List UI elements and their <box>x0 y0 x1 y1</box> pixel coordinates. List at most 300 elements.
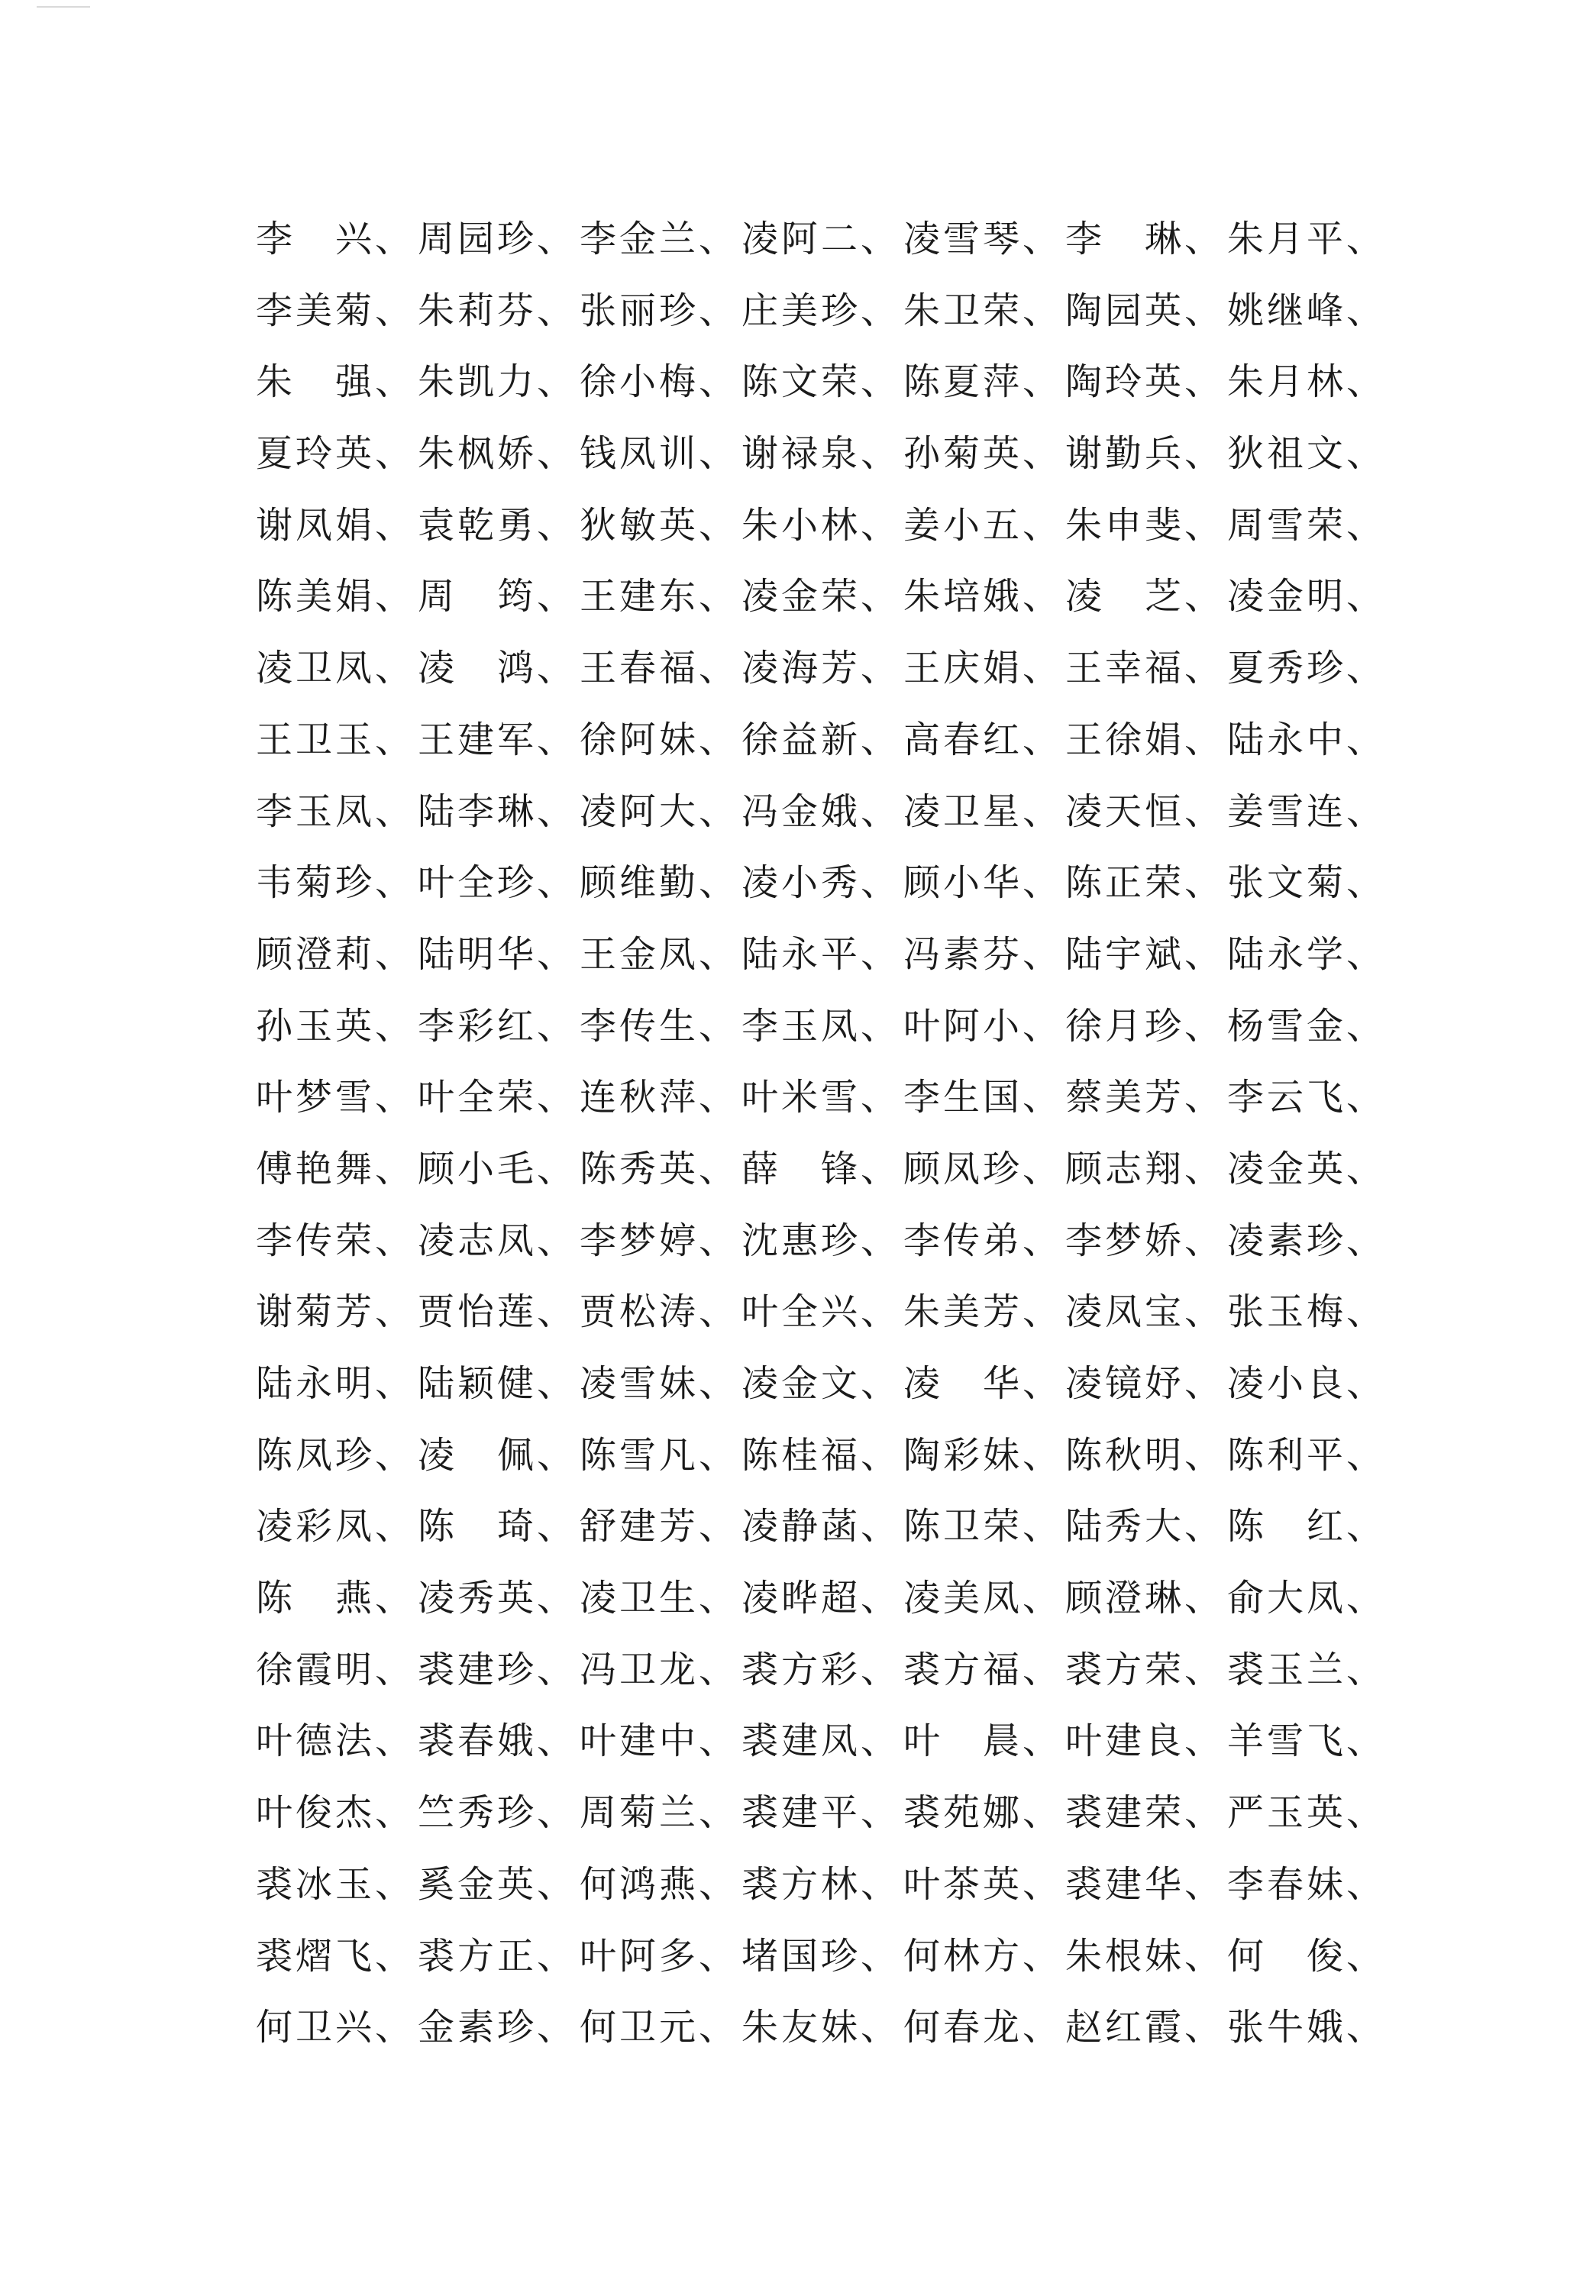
separator-mark: 、 <box>1022 1147 1059 1190</box>
person-name: 李传荣 <box>256 1219 372 1262</box>
separator-mark: 、 <box>1022 2006 1059 2049</box>
person-name: 李梦婷 <box>580 1219 696 1262</box>
separator-mark: 、 <box>698 1720 735 1763</box>
separator-mark: 、 <box>698 575 735 618</box>
person-name: 何春龙 <box>903 2006 1019 2049</box>
person-name: 裘建平 <box>741 1791 858 1835</box>
separator-mark: 、 <box>374 1720 412 1763</box>
name-entry <box>741 1074 903 1120</box>
person-name: 李生国 <box>903 1076 1019 1119</box>
person-name: 凌卫星 <box>903 790 1019 833</box>
separator-mark: 、 <box>536 503 573 547</box>
separator-mark: 、 <box>374 790 412 833</box>
name-entry <box>418 860 580 906</box>
name-entry <box>256 216 418 262</box>
separator-mark: 、 <box>860 861 897 905</box>
separator-mark: 、 <box>536 932 573 976</box>
name-entry <box>1227 1862 1389 1907</box>
person-name: 陆永中 <box>1227 718 1343 761</box>
separator-mark: 、 <box>1022 575 1059 618</box>
name-entry <box>741 1933 903 1979</box>
person-name: 陆颖健 <box>418 1362 534 1405</box>
separator-mark: 、 <box>1346 718 1383 761</box>
separator-mark: 、 <box>1022 1862 1059 1906</box>
person-name: 袁乾勇 <box>418 503 534 547</box>
name-entry <box>256 288 418 334</box>
separator-mark: 、 <box>536 575 573 618</box>
person-name: 张文菊 <box>1227 861 1343 905</box>
separator-mark: 、 <box>374 575 412 618</box>
name-entry <box>903 1862 1065 1907</box>
separator-mark: 、 <box>536 1505 573 1548</box>
person-name: 凌美凤 <box>903 1577 1019 1620</box>
person-name: 杨雪金 <box>1227 1004 1343 1048</box>
name-entry <box>256 1003 418 1049</box>
name-entry <box>903 1647 1065 1693</box>
separator-mark: 、 <box>1346 432 1383 476</box>
name-entry <box>580 1503 741 1549</box>
name-entry <box>1065 932 1227 977</box>
separator-mark: 、 <box>536 861 573 905</box>
person-name: 何 俊 <box>1227 1934 1343 1978</box>
name-entry <box>1065 1074 1227 1120</box>
person-name: 狄敏英 <box>580 503 696 547</box>
person-name: 顾澄莉 <box>256 932 372 976</box>
person-name: 凌金英 <box>1227 1147 1343 1190</box>
separator-mark: 、 <box>860 503 897 547</box>
person-name: 冯素芬 <box>903 932 1019 976</box>
separator-mark: 、 <box>698 1219 735 1262</box>
separator-mark: 、 <box>1022 1219 1059 1262</box>
name-entry <box>1065 1218 1227 1264</box>
separator-mark: 、 <box>374 1648 412 1691</box>
name-entry <box>1227 431 1389 476</box>
person-name: 王徐娟 <box>1065 718 1181 761</box>
separator-mark: 、 <box>374 1791 412 1835</box>
separator-mark: 、 <box>374 718 412 761</box>
name-entry <box>580 1361 741 1406</box>
name-entry <box>418 1575 580 1621</box>
separator-mark: 、 <box>1022 1577 1059 1620</box>
separator-mark: 、 <box>1184 1362 1221 1405</box>
separator-mark: 、 <box>374 647 412 690</box>
person-name: 李梦娇 <box>1065 1219 1181 1262</box>
name-entry <box>903 573 1065 619</box>
separator-mark: 、 <box>698 1076 735 1119</box>
name-entry <box>580 573 741 619</box>
name-entry <box>1065 860 1227 906</box>
person-name: 陈 红 <box>1227 1505 1343 1548</box>
person-name: 凌卫凤 <box>256 647 372 690</box>
person-name: 夏玲英 <box>256 432 372 476</box>
name-entry <box>1227 1933 1389 1979</box>
separator-mark: 、 <box>698 932 735 976</box>
separator-mark: 、 <box>698 360 735 404</box>
name-entry <box>903 1146 1065 1192</box>
person-name: 凌彩凤 <box>256 1505 372 1548</box>
name-entry <box>741 932 903 977</box>
person-name: 凌 鸿 <box>418 647 534 690</box>
person-name: 徐小梅 <box>580 360 696 404</box>
separator-mark: 、 <box>1022 932 1059 976</box>
separator-mark: 、 <box>1022 1648 1059 1691</box>
name-entry <box>1227 502 1389 548</box>
person-name: 李传弟 <box>903 1219 1019 1262</box>
name-entry <box>418 573 580 619</box>
name-entry <box>1065 1146 1227 1192</box>
person-name: 凌凤宝 <box>1065 1290 1181 1334</box>
separator-mark: 、 <box>1022 647 1059 690</box>
name-entry <box>418 431 580 476</box>
name-entry <box>256 1575 418 1621</box>
person-name: 叶阿小 <box>903 1004 1019 1048</box>
name-entry <box>580 789 741 835</box>
separator-mark: 、 <box>374 1362 412 1405</box>
person-name: 叶德法 <box>256 1720 372 1763</box>
separator-mark: 、 <box>1184 1147 1221 1190</box>
person-name: 陈卫荣 <box>903 1505 1019 1548</box>
name-entry <box>580 1289 741 1335</box>
separator-mark: 、 <box>860 360 897 404</box>
person-name: 李春妹 <box>1227 1862 1343 1906</box>
person-name: 凌 佩 <box>418 1433 534 1477</box>
name-entry <box>256 1718 418 1764</box>
person-name: 凌金明 <box>1227 575 1343 618</box>
name-entry <box>1065 1647 1227 1693</box>
name-entry <box>1227 1790 1389 1836</box>
name-entry <box>741 1647 903 1693</box>
person-name: 贾怡莲 <box>418 1290 534 1334</box>
separator-mark: 、 <box>1184 790 1221 833</box>
separator-mark: 、 <box>860 1505 897 1548</box>
person-name: 李传生 <box>580 1004 696 1048</box>
name-entry <box>903 860 1065 906</box>
separator-mark: 、 <box>1346 1505 1383 1548</box>
separator-mark: 、 <box>860 1791 897 1835</box>
separator-mark: 、 <box>1022 1791 1059 1835</box>
name-entry <box>1227 645 1389 691</box>
name-entry <box>256 789 418 835</box>
person-name: 凌雪妹 <box>580 1362 696 1405</box>
person-name: 陈雪凡 <box>580 1433 696 1477</box>
separator-mark: 、 <box>1346 503 1383 547</box>
name-entry <box>903 359 1065 405</box>
name-entry <box>418 1718 580 1764</box>
person-name: 何卫元 <box>580 2006 696 2049</box>
separator-mark: 、 <box>860 1720 897 1763</box>
person-name: 朱培娥 <box>903 575 1019 618</box>
separator-mark: 、 <box>536 360 573 404</box>
separator-mark: 、 <box>374 1577 412 1620</box>
name-entry <box>580 1647 741 1693</box>
separator-mark: 、 <box>698 1505 735 1548</box>
separator-mark: 、 <box>1346 1648 1383 1691</box>
person-name: 陆永平 <box>741 932 858 976</box>
name-entry <box>741 717 903 763</box>
name-entry <box>418 359 580 405</box>
name-entry <box>903 1718 1065 1764</box>
separator-mark: 、 <box>374 932 412 976</box>
separator-mark: 、 <box>1184 1577 1221 1620</box>
separator-mark: 、 <box>374 218 412 260</box>
separator-mark: 、 <box>1346 1577 1383 1620</box>
name-entry <box>1065 502 1227 548</box>
separator-mark: 、 <box>1346 1433 1383 1477</box>
name-entry <box>1227 860 1389 906</box>
person-name: 沈惠珍 <box>741 1219 858 1262</box>
name-entry <box>1227 1074 1389 1120</box>
person-name: 裘建珍 <box>418 1648 534 1691</box>
person-name: 裘建凤 <box>741 1720 858 1763</box>
name-entry <box>580 2004 741 2050</box>
name-entry <box>1065 645 1227 691</box>
name-entry <box>903 1933 1065 1979</box>
separator-mark: 、 <box>374 1290 412 1334</box>
separator-mark: 、 <box>1022 289 1059 332</box>
person-name: 陆明华 <box>418 932 534 976</box>
name-entry <box>1227 717 1389 763</box>
name-entry <box>741 645 903 691</box>
name-entry <box>1227 359 1389 405</box>
person-name: 夏秀珍 <box>1227 647 1343 690</box>
person-name: 陈夏萍 <box>903 360 1019 404</box>
separator-mark: 、 <box>698 432 735 476</box>
separator-mark: 、 <box>1184 1648 1221 1691</box>
separator-mark: 、 <box>698 1862 735 1906</box>
name-entry <box>256 1503 418 1549</box>
separator-mark: 、 <box>536 1577 573 1620</box>
separator-mark: 、 <box>1022 1076 1059 1119</box>
separator-mark: 、 <box>860 790 897 833</box>
name-entry <box>741 1218 903 1264</box>
person-name: 周 筠 <box>418 575 534 618</box>
name-entry <box>741 359 903 405</box>
separator-mark: 、 <box>1022 1505 1059 1548</box>
name-entry <box>1065 1575 1227 1621</box>
separator-mark: 、 <box>1184 289 1221 332</box>
person-name: 陈秀英 <box>580 1147 696 1190</box>
person-name: 朱根妹 <box>1065 1934 1181 1978</box>
separator-mark: 、 <box>698 1577 735 1620</box>
name-entry <box>580 1790 741 1836</box>
name-entry <box>418 1790 580 1836</box>
name-entry <box>741 2004 903 2050</box>
separator-mark: 、 <box>698 718 735 761</box>
separator-mark: 、 <box>536 1076 573 1119</box>
name-entry <box>1227 1718 1389 1764</box>
separator-mark: 、 <box>698 647 735 690</box>
person-name: 李 兴 <box>256 218 372 260</box>
person-name: 王春福 <box>580 647 696 690</box>
name-entry <box>903 932 1065 977</box>
person-name: 周雪荣 <box>1227 503 1343 547</box>
name-entry <box>1227 216 1389 262</box>
person-name: 陈文荣 <box>741 360 858 404</box>
name-entry <box>903 1218 1065 1264</box>
person-name: 叶全珍 <box>418 861 534 905</box>
separator-mark: 、 <box>698 1004 735 1048</box>
name-entry <box>903 789 1065 835</box>
person-name: 何林方 <box>903 1934 1019 1978</box>
person-name: 顾澄琳 <box>1065 1577 1181 1620</box>
person-name: 李金兰 <box>580 218 696 260</box>
separator-mark: 、 <box>374 360 412 404</box>
person-name: 裘方正 <box>418 1934 534 1978</box>
name-entry <box>1065 1361 1227 1406</box>
separator-mark: 、 <box>698 1648 735 1691</box>
person-name: 凌小良 <box>1227 1362 1343 1405</box>
name-entry <box>418 1503 580 1549</box>
separator-mark: 、 <box>374 289 412 332</box>
separator-mark: 、 <box>374 2006 412 2049</box>
name-entry <box>1065 1718 1227 1764</box>
name-entry <box>418 717 580 763</box>
separator-mark: 、 <box>1184 1720 1221 1763</box>
person-name: 裘方福 <box>903 1648 1019 1691</box>
person-name: 高春红 <box>903 718 1019 761</box>
separator-mark: 、 <box>1022 1433 1059 1477</box>
person-name: 何卫兴 <box>256 2006 372 2049</box>
separator-mark: 、 <box>1022 218 1059 260</box>
name-entry <box>256 1218 418 1264</box>
person-name: 冯卫龙 <box>580 1648 696 1691</box>
separator-mark: 、 <box>1346 1290 1383 1334</box>
separator-mark: 、 <box>374 1862 412 1906</box>
separator-mark: 、 <box>860 1219 897 1262</box>
name-entry <box>256 932 418 977</box>
name-entry <box>418 1003 580 1049</box>
separator-mark: 、 <box>536 1934 573 1978</box>
separator-mark: 、 <box>1184 1791 1221 1835</box>
name-entry <box>256 1790 418 1836</box>
name-entry <box>256 1361 418 1406</box>
separator-mark: 、 <box>1184 718 1221 761</box>
name-entry <box>1227 1218 1389 1264</box>
person-name: 薛 锋 <box>741 1147 858 1190</box>
separator-mark: 、 <box>1022 360 1059 404</box>
name-entry <box>1065 1432 1227 1478</box>
name-entry <box>256 645 418 691</box>
person-name: 叶米雪 <box>741 1076 858 1119</box>
person-name: 金素珍 <box>418 2006 534 2049</box>
separator-mark: 、 <box>536 1433 573 1477</box>
person-name: 谢勤兵 <box>1065 432 1181 476</box>
separator-mark: 、 <box>536 289 573 332</box>
separator-mark: 、 <box>536 1219 573 1262</box>
name-entry <box>903 1074 1065 1120</box>
separator-mark: 、 <box>1022 1290 1059 1334</box>
name-entry <box>580 431 741 476</box>
name-entry <box>741 431 903 476</box>
name-entry <box>903 1575 1065 1621</box>
person-name: 凌秀英 <box>418 1577 534 1620</box>
separator-mark: 、 <box>536 1791 573 1835</box>
person-name: 韦菊珍 <box>256 861 372 905</box>
separator-mark: 、 <box>1184 861 1221 905</box>
separator-mark: 、 <box>698 2006 735 2049</box>
person-name: 叶 晨 <box>903 1720 1019 1763</box>
name-entry <box>1065 1003 1227 1049</box>
separator-mark: 、 <box>698 1290 735 1334</box>
name-entry <box>418 2004 580 2050</box>
person-name: 俞大凤 <box>1227 1577 1343 1620</box>
name-entry <box>1227 288 1389 334</box>
separator-mark: 、 <box>374 861 412 905</box>
person-name: 朱月林 <box>1227 360 1343 404</box>
person-name: 谢菊芳 <box>256 1290 372 1334</box>
person-name: 裘玉兰 <box>1227 1648 1343 1691</box>
name-entry <box>903 431 1065 476</box>
person-name: 张玉梅 <box>1227 1290 1343 1334</box>
person-name: 顾维勤 <box>580 861 696 905</box>
name-entry <box>1227 1575 1389 1621</box>
person-name: 陈 燕 <box>256 1577 372 1620</box>
separator-mark: 、 <box>860 1577 897 1620</box>
person-name: 裘方荣 <box>1065 1648 1181 1691</box>
person-name: 凌海芳 <box>741 647 858 690</box>
person-name: 裘冰玉 <box>256 1862 372 1906</box>
name-entry <box>580 288 741 334</box>
separator-mark: 、 <box>1022 1934 1059 1978</box>
name-entry <box>1065 1862 1227 1907</box>
name-entry <box>1227 789 1389 835</box>
name-entry <box>256 717 418 763</box>
separator-mark: 、 <box>1022 861 1059 905</box>
name-entry <box>903 1503 1065 1549</box>
person-name: 竺秀珍 <box>418 1791 534 1835</box>
separator-mark: 、 <box>1346 1147 1383 1190</box>
name-entry <box>1227 1647 1389 1693</box>
separator-mark: 、 <box>1346 790 1383 833</box>
name-entry <box>903 502 1065 548</box>
person-name: 堵国珍 <box>741 1934 858 1978</box>
person-name: 叶建中 <box>580 1720 696 1763</box>
person-name: 陶园英 <box>1065 289 1181 332</box>
name-entry <box>580 1933 741 1979</box>
name-entry <box>741 573 903 619</box>
separator-mark: 、 <box>1346 1791 1383 1835</box>
person-name: 钱凤训 <box>580 432 696 476</box>
name-entry <box>256 502 418 548</box>
person-name: 姜小五 <box>903 503 1019 547</box>
separator-mark: 、 <box>860 1076 897 1119</box>
person-name: 王庆娟 <box>903 647 1019 690</box>
name-entry <box>1227 1503 1389 1549</box>
name-entry <box>1227 1361 1389 1406</box>
name-entry <box>580 216 741 262</box>
separator-mark: 、 <box>698 1147 735 1190</box>
person-name: 叶梦雪 <box>256 1076 372 1119</box>
separator-mark: 、 <box>1184 360 1221 404</box>
person-name: 顾小毛 <box>418 1147 534 1190</box>
separator-mark: 、 <box>1184 1934 1221 1978</box>
separator-mark: 、 <box>374 1004 412 1048</box>
person-name: 凌天恒 <box>1065 790 1181 833</box>
separator-mark: 、 <box>1346 647 1383 690</box>
person-name: 傅艳舞 <box>256 1147 372 1190</box>
person-name: 李彩红 <box>418 1004 534 1048</box>
name-entry <box>1227 932 1389 977</box>
separator-mark: 、 <box>860 647 897 690</box>
separator-mark: 、 <box>1184 1219 1221 1262</box>
person-name: 陈利平 <box>1227 1433 1343 1477</box>
person-name: 凌金文 <box>741 1362 858 1405</box>
name-entry <box>741 789 903 835</box>
person-name: 徐益新 <box>741 718 858 761</box>
person-name: 王建军 <box>418 718 534 761</box>
name-entry <box>903 645 1065 691</box>
separator-mark: 、 <box>1346 1004 1383 1048</box>
